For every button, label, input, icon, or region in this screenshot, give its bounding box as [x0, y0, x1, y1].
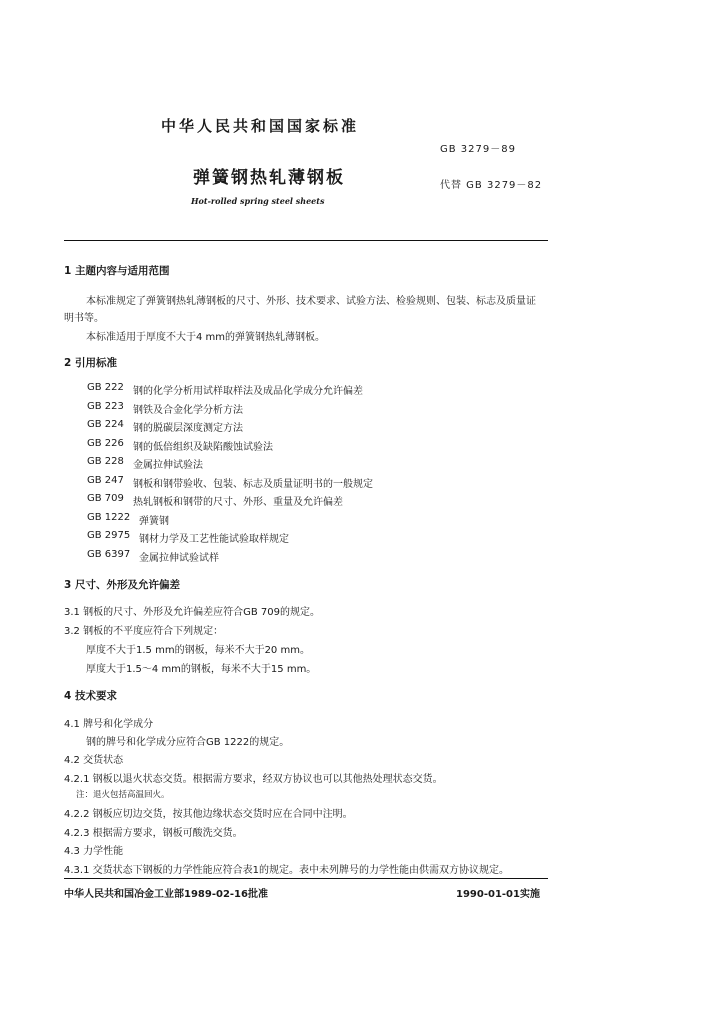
- section-1-para-1: 本标准规定了弹簧钢热轧薄钢板的尺寸、外形、技术要求、试验方法、检验规则、包装、标志及质量证: [86, 296, 536, 307]
- ref-code: GB 6397: [87, 549, 131, 560]
- ref-title: 热轧钢板和钢带的尺寸、外形、重量及允许偏差: [133, 497, 343, 508]
- ref-title: 钢的脱碳层深度测定方法: [133, 423, 243, 434]
- ref-title: 钢的低倍组织及缺陷酸蚀试验法: [133, 442, 273, 453]
- clause-4-2-3: 4.2.3 根据需方要求，钢板可酸洗交货。: [64, 828, 243, 839]
- ref-title: 金属拉伸试验法: [133, 460, 203, 471]
- ref-code: GB 709: [87, 493, 124, 504]
- section-1-para-2: 本标准适用于厚度不大于4 mm的弹簧钢热轧薄钢板。: [86, 332, 326, 343]
- ref-title: 钢的化学分析用试样取样法及成品化学成分允许偏差: [133, 386, 363, 397]
- ref-code: GB 223: [87, 401, 124, 412]
- ref-title: 钢铁及合金化学分析方法: [133, 405, 243, 416]
- clause-3-2: 3.2 钢板的不平度应符合下列规定：: [64, 626, 224, 637]
- clause-4-2-1-note: 注：退火包括高温回火。: [76, 790, 170, 800]
- footer-divider: [64, 878, 548, 879]
- replaces-standard: 代替 GB 3279－82: [440, 180, 543, 191]
- ref-code: GB 222: [87, 382, 124, 393]
- clause-4-2: 4.2 交货状态: [64, 755, 124, 766]
- clause-3-2-b: 厚度大于1.5～4 mm的钢板，每米不大于15 mm。: [86, 664, 317, 675]
- clause-3-2-a: 厚度不大于1.5 mm的钢板，每米不大于20 mm。: [86, 645, 310, 656]
- clause-4-2-2: 4.2.2 钢板应切边交货，按其他边缘状态交货时应在合同中注明。: [64, 809, 353, 820]
- section-2-heading: 2 引用标准: [64, 357, 117, 369]
- clause-4-1-text: 钢的牌号和化学成分应符合GB 1222的规定。: [86, 737, 290, 748]
- ref-code: GB 2975: [87, 530, 131, 541]
- ref-title: 钢板和钢带验收、包装、标志及质量证明书的一般规定: [133, 479, 373, 490]
- section-4-heading: 4 技术要求: [64, 690, 117, 702]
- ref-code: GB 247: [87, 475, 124, 486]
- section-1-para-1-cont: 明书等。: [64, 313, 104, 324]
- clause-4-1: 4.1 牌号和化学成分: [64, 719, 154, 730]
- clause-3-1: 3.1 钢板的尺寸、外形及允许偏差应符合GB 709的规定。: [64, 607, 320, 618]
- effective-date: 1990-01-01实施: [456, 889, 540, 900]
- clause-4-2-1: 4.2.1 钢板以退火状态交货。根据需方要求，经双方协议也可以其他热处理状态交货。: [64, 774, 443, 785]
- ref-title: 钢材力学及工艺性能试验取样规定: [139, 534, 289, 545]
- ref-code: GB 226: [87, 438, 124, 449]
- document-title: 弹簧钢热轧薄钢板: [193, 168, 345, 188]
- ref-code: GB 1222: [87, 512, 131, 523]
- ref-code: GB 228: [87, 456, 124, 467]
- issuing-body: 中华人民共和国国家标准: [161, 117, 360, 135]
- ref-title: 金属拉伸试验试样: [139, 553, 219, 564]
- approval-statement: 中华人民共和国冶金工业部1989-02-16批准: [64, 889, 268, 900]
- ref-code: GB 224: [87, 419, 124, 430]
- section-1-heading: 1 主题内容与适用范围: [64, 265, 170, 277]
- standard-code: GB 3279－89: [440, 144, 516, 155]
- section-3-heading: 3 尺寸、外形及允许偏差: [64, 579, 180, 591]
- header-divider: [64, 240, 548, 241]
- ref-title: 弹簧钢: [139, 516, 169, 527]
- english-title: Hot-rolled spring steel sheets: [191, 196, 325, 206]
- clause-4-3: 4.3 力学性能: [64, 846, 124, 857]
- clause-4-3-1: 4.3.1 交货状态下钢板的力学性能应符合表1的规定。表中未列牌号的力学性能由供需双方协议规定。: [64, 865, 509, 876]
